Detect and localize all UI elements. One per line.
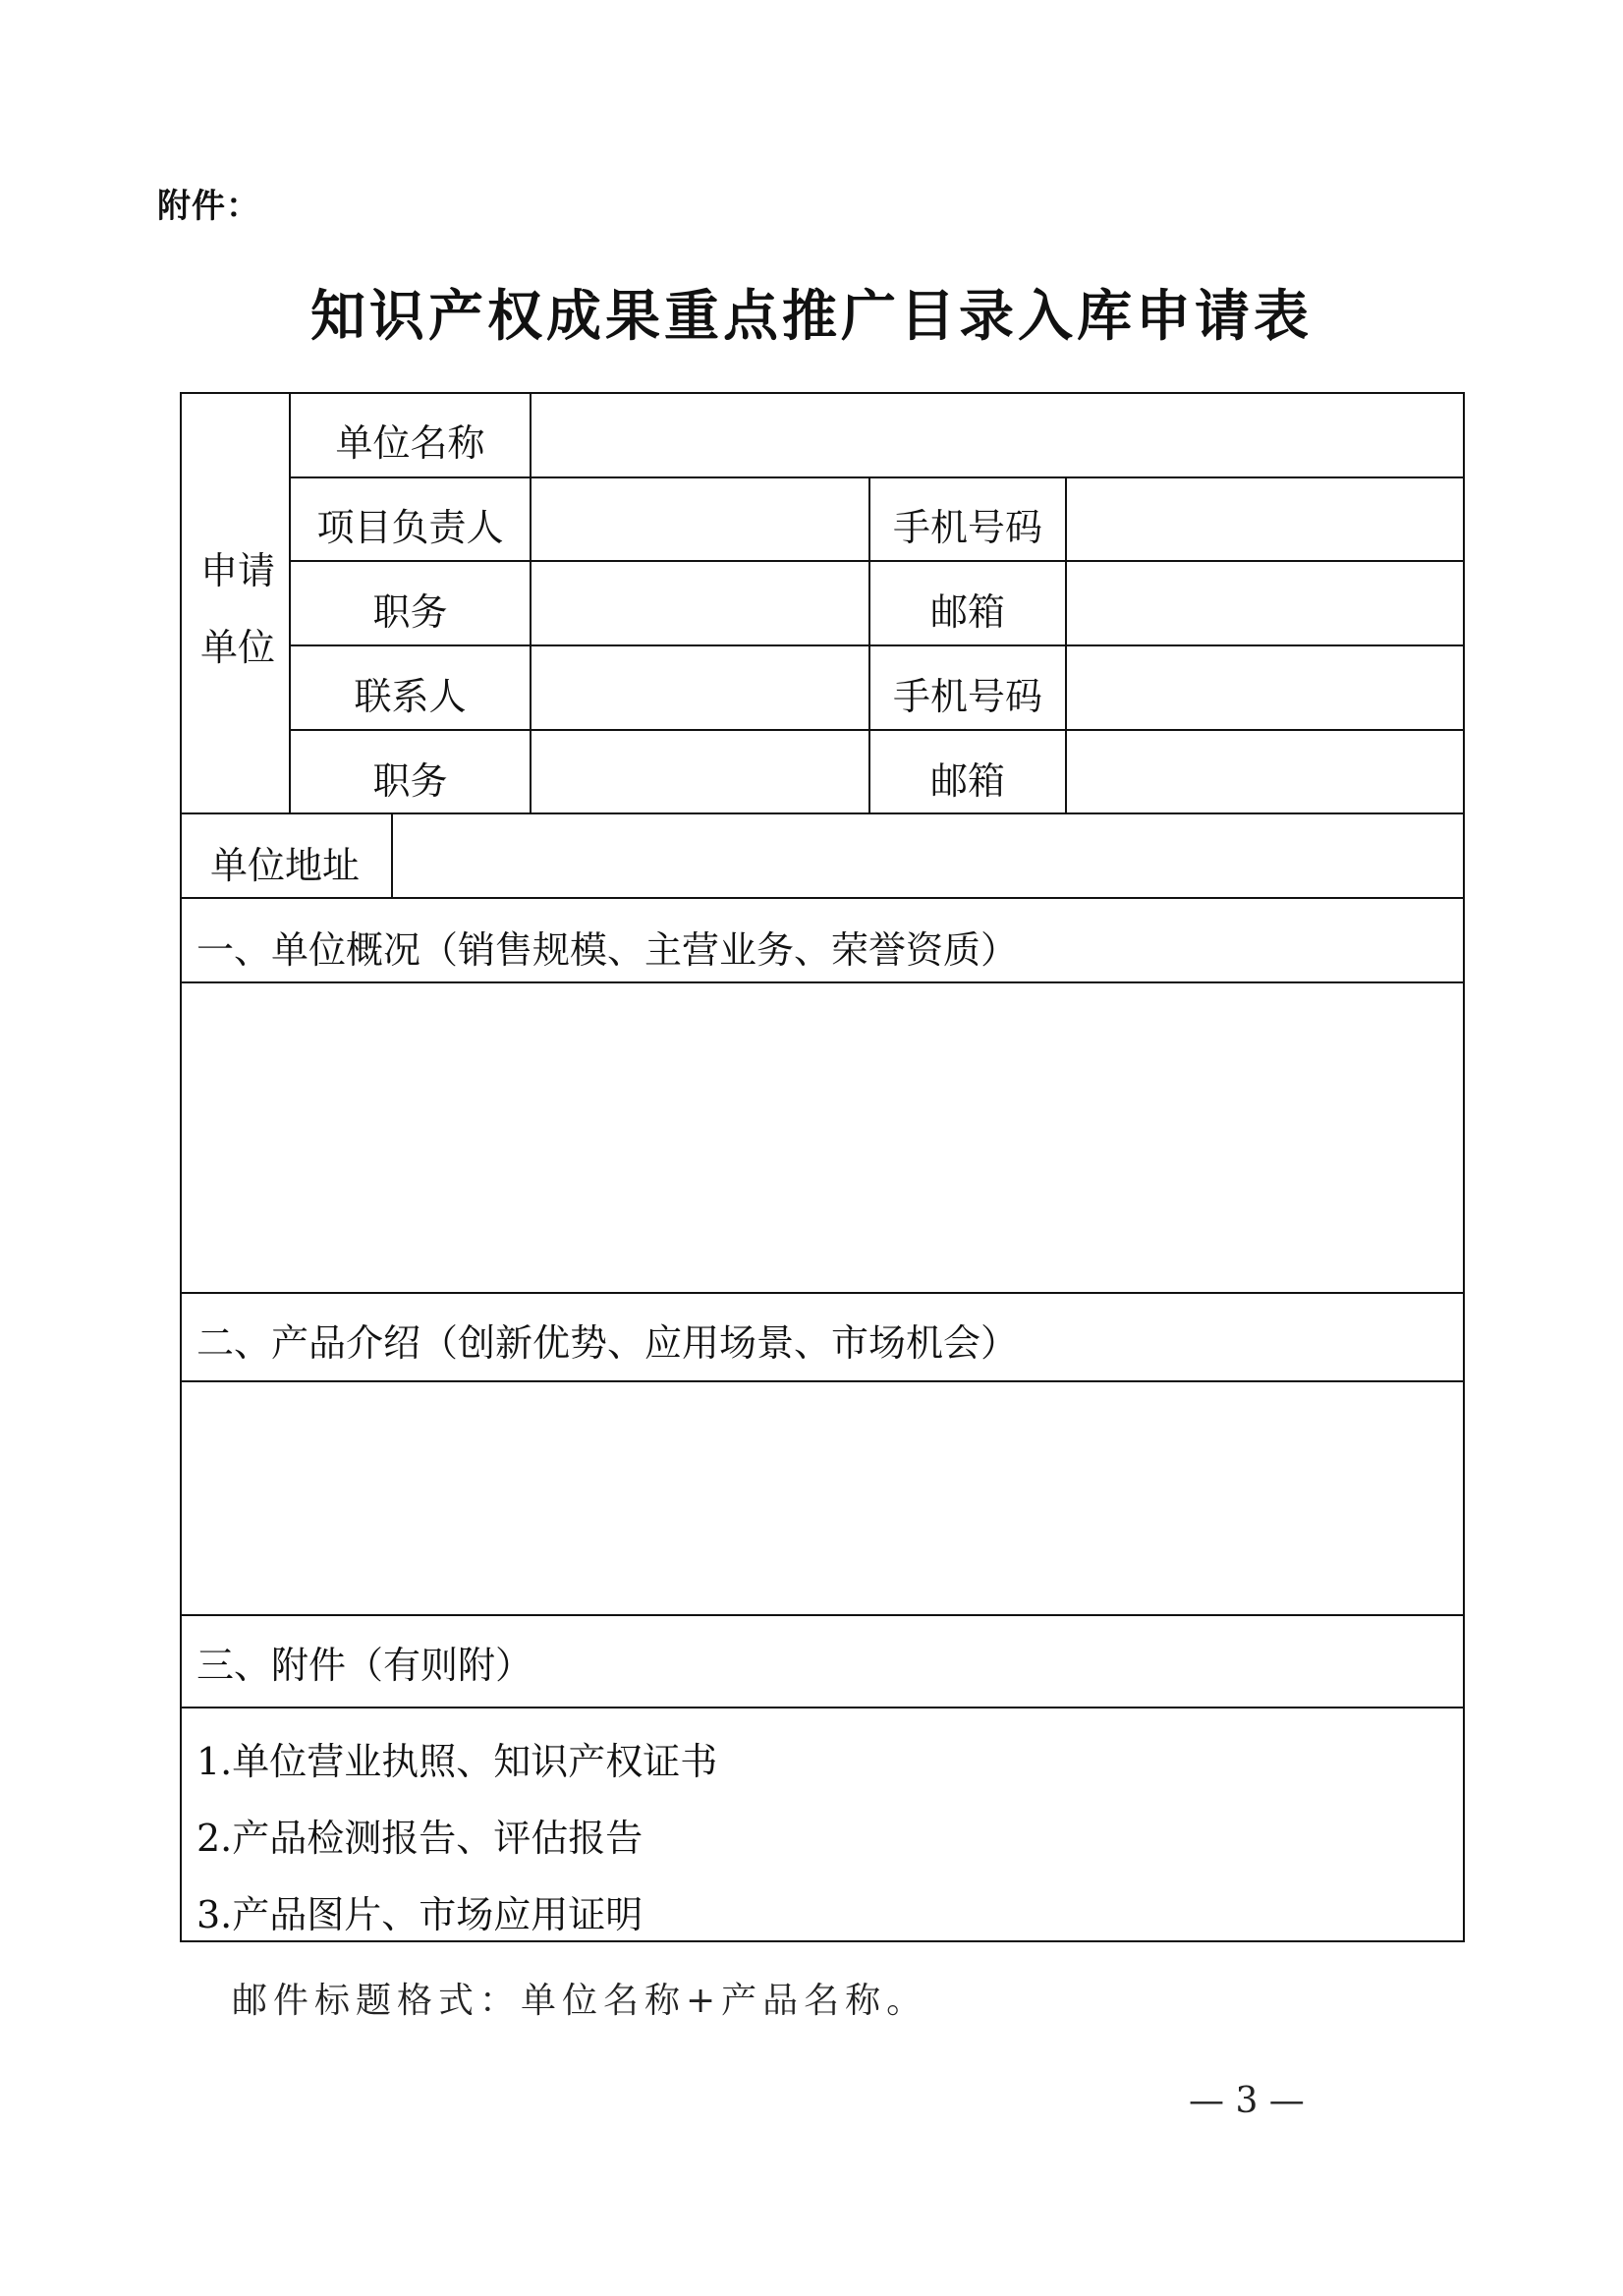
unit-name-label: 单位名称	[335, 421, 485, 465]
applicant-group-label-line2: 单位	[200, 626, 276, 669]
leader-email-label: 邮箱	[929, 590, 1005, 634]
attachment-item-3: 3.产品图片、市场应用证明	[196, 1893, 644, 1936]
contact-position-label: 职务	[372, 759, 448, 803]
section3-title: 三、附件（有则附）	[196, 1644, 533, 1687]
contact-email-label: 邮箱	[929, 759, 1005, 803]
attachment-item-1: 1.单位营业执照、知识产权证书	[196, 1740, 718, 1783]
col-divider	[391, 812, 393, 899]
row-divider	[180, 897, 1465, 899]
section2-content-area[interactable]	[196, 1403, 1444, 1599]
contact-label: 联系人	[354, 675, 467, 718]
leader-position-label: 职务	[372, 590, 448, 634]
attachment-item-2: 2.产品检测报告、评估报告	[196, 1817, 644, 1860]
form-border-right	[1463, 392, 1465, 1942]
form-border-bottom	[180, 1940, 1465, 1942]
section1-content-area[interactable]	[196, 1004, 1444, 1279]
row-divider	[180, 1614, 1465, 1616]
row-divider	[180, 981, 1465, 983]
row-divider	[289, 476, 1465, 478]
document-title: 知识产权成果重点推广目录入库申请表	[310, 285, 1313, 349]
leader-phone-label: 手机号码	[892, 506, 1042, 549]
row-divider	[180, 1707, 1465, 1708]
form-border-top	[180, 392, 1465, 394]
row-divider	[180, 1380, 1465, 1382]
row-divider	[289, 560, 1465, 562]
email-title-note: 邮件标题格式：单位名称+产品名称。	[232, 1981, 928, 2021]
col-divider	[1065, 476, 1067, 814]
project-leader-label: 项目负责人	[316, 506, 504, 549]
section2-title: 二、产品介绍（创新优势、应用场景、市场机会）	[196, 1321, 1019, 1365]
contact-phone-label: 手机号码	[892, 675, 1042, 718]
form-border-left	[180, 392, 182, 1942]
row-divider	[289, 729, 1465, 731]
col-divider	[530, 392, 532, 814]
address-label: 单位地址	[210, 844, 361, 887]
row-divider	[180, 812, 1465, 814]
section1-title: 一、单位概况（销售规模、主营业务、荣誉资质）	[196, 928, 1019, 972]
row-divider	[289, 644, 1465, 646]
applicant-group-label-line1: 申请	[200, 549, 276, 592]
row-divider	[180, 1292, 1465, 1294]
attachment-label: 附件：	[157, 187, 260, 226]
page-number: — 3 —	[1189, 2081, 1305, 2121]
